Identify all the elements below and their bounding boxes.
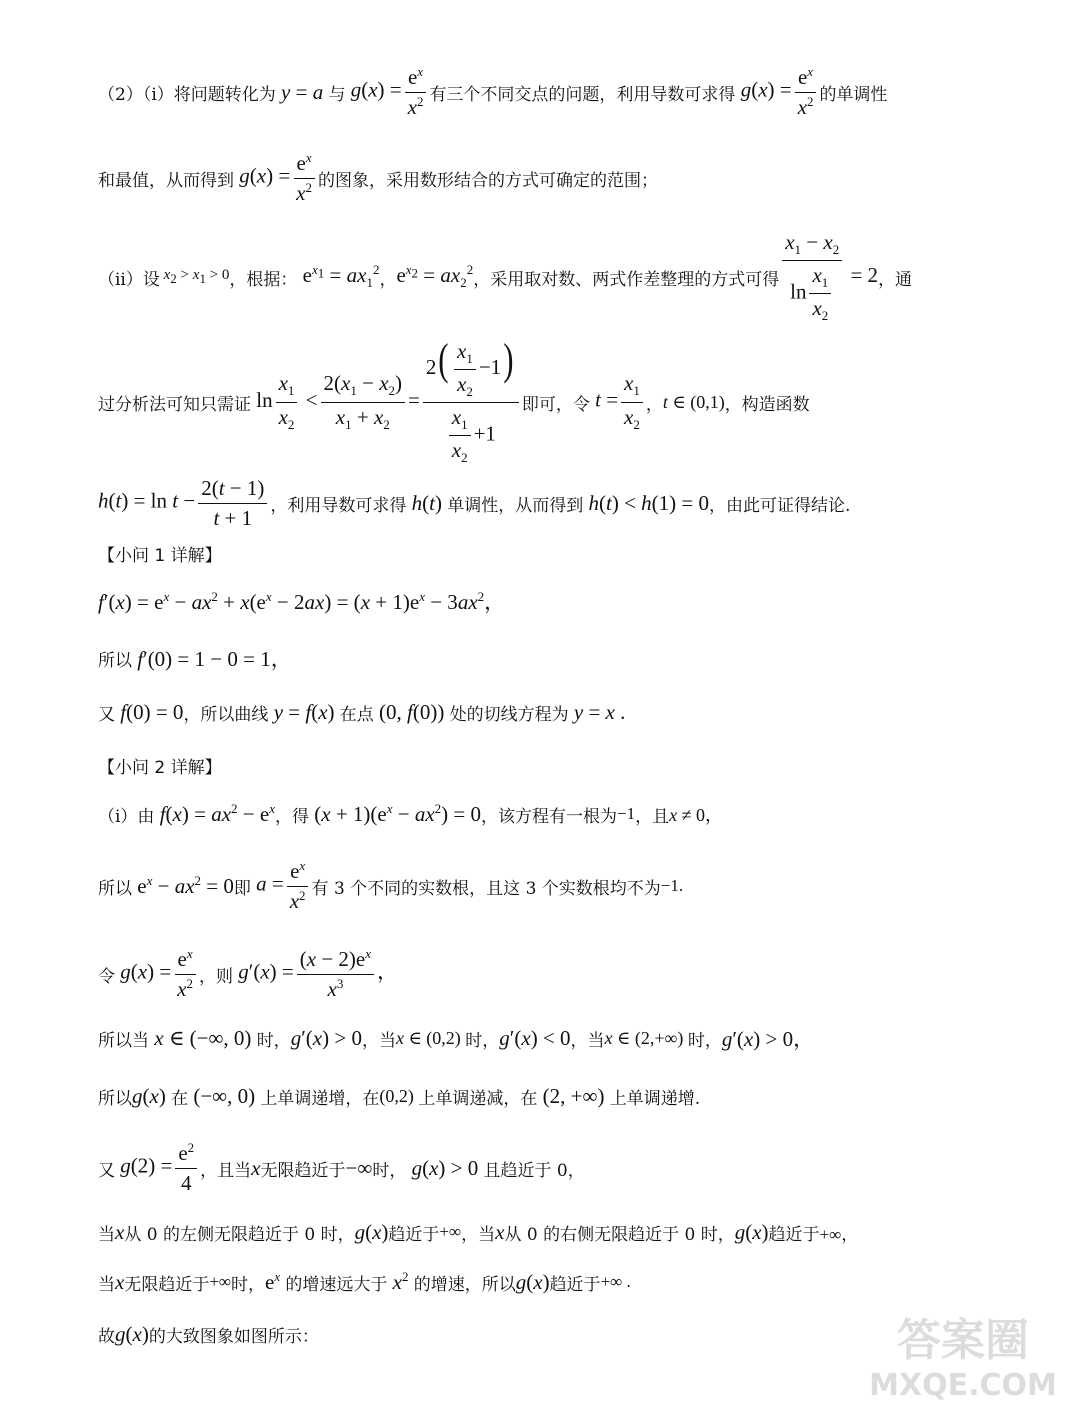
math-fprime0: f′(0) = 1 − 0 = 1， (137, 647, 292, 671)
math-g-pos: g(x) > 0 (411, 1155, 484, 1180)
math-int-c: (2, +∞) (537, 1083, 610, 1108)
q1-line3 (98, 694, 1020, 730)
text: ，当 (361, 1030, 396, 1051)
text: ，且 (635, 806, 670, 827)
text: 的增速，所以 (413, 1274, 516, 1295)
text: ，则 (199, 966, 233, 987)
text: 在 (171, 1088, 189, 1109)
text: 从 0 的左侧无限趋近于 0 时， (124, 1224, 355, 1245)
analysis-2ii-line2 (98, 334, 1020, 466)
text: 当 (98, 1224, 115, 1245)
text: 趋近于 (768, 1224, 820, 1245)
q2-line2 (98, 856, 1020, 916)
text: ，利用导数可求得 (270, 495, 407, 516)
math-f-def: $f(x) = ax^2 - e^x$ (159, 801, 275, 826)
text: （i）由 (98, 806, 155, 827)
text: 所以 (98, 650, 132, 671)
math-h-t: h(t) (411, 490, 448, 515)
text: ，所以曲线 (183, 704, 269, 725)
math-int3: x ∈ (2,+∞) (604, 1027, 688, 1048)
text: 趋近于 (549, 1274, 601, 1295)
math-gx-5: g(x) (115, 1321, 149, 1346)
text: ，根据： (229, 269, 298, 290)
text: 时， (372, 1160, 407, 1181)
text: 趋近于 (388, 1224, 440, 1245)
math-int2: x ∈ (0,2) (395, 1027, 466, 1048)
math-t-def: t = $\frac{x_1}{x_2}$ (590, 371, 646, 432)
math-g-def-3: g(x) = $\frac{e^x}{x^2}$ (234, 151, 318, 204)
math-x-neq-0: x ≠ 0， (669, 805, 723, 825)
math-point: (0, f(0)) (373, 699, 450, 724)
text: 的单调性 (819, 84, 888, 105)
math-gp-neg: g′(x) < 0 (499, 1025, 571, 1050)
math-pos-inf: +∞ (439, 1222, 462, 1241)
text: 又 (98, 1160, 115, 1181)
math-gx-4: g(x) (515, 1269, 550, 1294)
q2-line6 (98, 1138, 1020, 1198)
math-gx-3: g(x) (734, 1219, 769, 1244)
text: ，由此可证得结论. (709, 495, 851, 516)
math-x-2: x (115, 1219, 125, 1244)
watermark-bottom: MXQE.COM (869, 1368, 1057, 1403)
math-curve: y = f(x) (273, 699, 340, 724)
text: 有三个不同交点的问题，利用导数可求得 (429, 84, 736, 105)
text: 又 (98, 704, 115, 725)
math-g-def-2: g(x) = $\frac{e^x}{x^2}$ (735, 65, 819, 118)
math-x-4: x (115, 1269, 125, 1294)
math-int1: x ∈ (−∞, 0) (154, 1025, 257, 1050)
q2-line5 (98, 1078, 1020, 1114)
text: 上单调递减，在 (418, 1088, 538, 1109)
math-x: x (251, 1155, 261, 1180)
text: ，当 (461, 1224, 496, 1245)
text: 将问题转化为 (173, 84, 276, 105)
text: 所以当 (98, 1030, 149, 1051)
text: ，当 (570, 1030, 605, 1051)
math-neg-inf: −∞ (345, 1155, 373, 1180)
math-ex2: $e^{x_2} = ax_2^2$ (396, 262, 474, 291)
text: ，采用取对数、两式作差整理的方式可得 (473, 269, 780, 290)
text: 的增速远大于 (285, 1274, 388, 1295)
analysis-2i-line1 (98, 62, 1020, 122)
text: 上单调递增，在 (260, 1088, 380, 1109)
analysis-2ii-line1 (98, 229, 1020, 324)
text: 令 (98, 966, 115, 987)
label-2ii: （ii）设 (98, 269, 160, 290)
math-gp-pos: g′(x) > 0 (290, 1025, 362, 1050)
math-gp-pos-2: g′(x) > 0， (721, 1027, 815, 1051)
text: 过分析法可知只需证 (98, 394, 251, 415)
label-2i: （2）（i） (98, 84, 174, 105)
math-pos-inf-2: +∞， (819, 1224, 859, 1244)
text: 所以 (98, 1088, 132, 1109)
text: 即可，令 (521, 394, 590, 415)
math-minus1: −1 (617, 804, 636, 823)
text: 所以 (98, 878, 132, 899)
text: ， (379, 269, 397, 290)
analysis-2i-line2 (98, 148, 1020, 208)
math-g-def-4: g(x) = $\frac{e^x}{x^2}$ (115, 947, 199, 1000)
math-ex: $e^x$ (265, 1269, 281, 1294)
text: ，通 (878, 269, 913, 290)
math-g2: g(2) = $\frac{e^2}{4}$ (115, 1141, 200, 1194)
text: 与 (328, 84, 346, 105)
text: 时， (256, 1030, 291, 1051)
text: 单调性，从而得到 (447, 495, 584, 516)
q1-line2 (98, 640, 1020, 676)
text: 即 (233, 878, 251, 899)
q2-line7 (98, 1214, 1020, 1250)
text: 当 (98, 1274, 115, 1295)
q2-line4 (98, 1020, 1020, 1056)
math-f0: f(0) = 0 (120, 699, 184, 724)
text: 时， (231, 1274, 266, 1295)
math-factor: $(x + 1)(e^x - ax^2) = 0$ (308, 801, 482, 826)
text: 且趋近于 0， (483, 1160, 585, 1181)
text: ，得 (274, 806, 309, 827)
math-x2-gt-x1: $x_2 > x_1 > 0$ (163, 267, 230, 286)
math-fprime: $f'(x) = e^x - ax^2 + x(e^x - 2ax) = (x + 1)e^x - 3ax^2$， (98, 589, 506, 614)
math-minus1-2: −1. (660, 876, 684, 895)
heading-text: 【小问 1 详解】 (98, 545, 222, 566)
math-a-def: a = $\frac{e^x}{x^2}$ (251, 859, 312, 912)
text: ，该方程有一根为 (481, 806, 618, 827)
q1-heading (98, 538, 1020, 568)
text: ，且当 (200, 1160, 252, 1181)
math-gprime: g′(x) = $\frac{(x - 2)e^x}{x^3}$ ， (238, 946, 399, 1001)
math-x-sq: $x^2$ (392, 1269, 409, 1294)
watermark-logo (868, 1307, 1058, 1403)
text: 无限趋近于 (124, 1274, 210, 1295)
q2-line1 (98, 796, 1020, 832)
text: ， (645, 394, 663, 415)
text: 时， (687, 1030, 722, 1051)
math-g-def: g(x) = $\frac{e^x}{x^2}$ (345, 65, 429, 118)
math-pos-inf-3: +∞ (209, 1272, 232, 1291)
text: 有 3 个不同的实数根，且这 3 个实数根均不为 (311, 878, 661, 899)
q1-line1 (98, 582, 1020, 620)
text: 从 0 的右侧无限趋近于 0 时， (504, 1224, 735, 1245)
q2-heading (98, 750, 1020, 780)
text: 故 (98, 1326, 115, 1347)
q2-line3 (98, 944, 1020, 1004)
math-int-b: (0,2) (379, 1085, 419, 1106)
math-x-3: x (495, 1219, 505, 1244)
math-y-eq-a: y = a (281, 79, 324, 104)
math-int-a: (−∞, 0) (188, 1083, 261, 1108)
watermark-top: 答案圈 (897, 1315, 1029, 1366)
text: 在点 (339, 704, 374, 725)
heading-text: 【小问 2 详解】 (98, 757, 222, 778)
text: 和最值，从而得到 (98, 170, 234, 191)
math-ratio-eq-2: $x_1 - x_2$ ln $\frac{x_1}{x_2}$ = 2 (779, 230, 878, 324)
math-tangent: y = x . (573, 699, 626, 724)
math-pos-inf-4: +∞ . (600, 1272, 631, 1291)
text: 的大致图象如图所示： (148, 1326, 319, 1347)
text: 时， (465, 1030, 500, 1051)
text: 无限趋近于 (260, 1160, 346, 1181)
math-inequality: ln $\frac{x_1}{x_2}$ < $\frac{2(x_1 - x_2)}{x_1 + x_2}$ = 2( $\frac{x_1}{x_2}$ −1) $\frac{x_1}{x_2}$ +1 (251, 338, 522, 466)
analysis-2ii-line3 (98, 474, 1020, 532)
math-eq: $e^x - ax^2 = 0$ (132, 873, 234, 898)
text: 上单调递增. (609, 1088, 701, 1109)
math-h-def: h(t) = ln t − $\frac{2(t - 1)}{t + 1}$ (98, 476, 270, 529)
text: 的图象，采用数形结合的方式可确定的范围； (318, 170, 658, 191)
math-gx-2: g(x) (354, 1219, 389, 1244)
text: ，构造函数 (724, 394, 810, 415)
math-h-ineq: h(t) < h(1) = 0 (588, 490, 710, 515)
math-t-range: t ∈ (0,1) (662, 391, 725, 412)
text: 处的切线方程为 (449, 704, 569, 725)
math-ex1: $e^{x_1} = ax_1^2$ (297, 262, 380, 291)
math-gx: g(x) (132, 1083, 172, 1108)
q2-line8 (98, 1264, 1020, 1300)
